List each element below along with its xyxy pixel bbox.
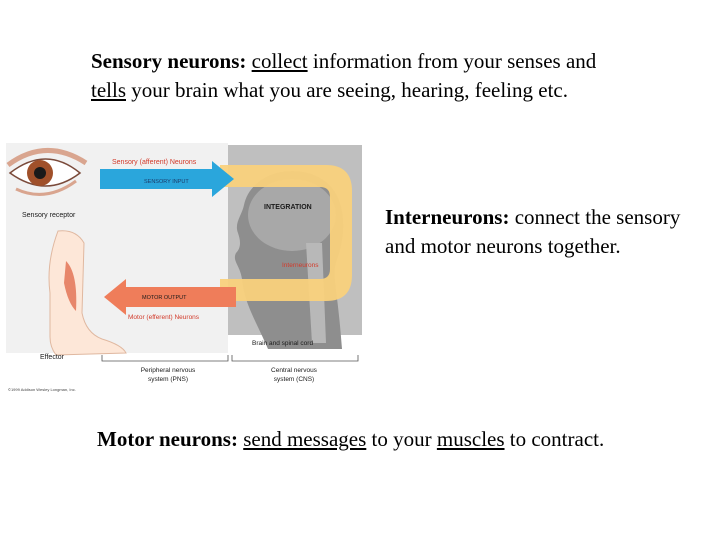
sensory-text-part: information from your senses and [307, 49, 597, 73]
cns-bracket [232, 355, 358, 361]
interneurons-term: Interneurons: [385, 205, 510, 229]
tells-word: tells [91, 78, 126, 102]
sensory-neurons-label: Sensory (afferent) Neurons [112, 159, 197, 166]
brain-shape [248, 179, 336, 251]
brain-spinal-cord-label: Brain and spinal cord [252, 340, 314, 347]
diagram-svg [6, 143, 364, 403]
pns-bracket [102, 355, 228, 361]
send-messages-words: send messages [243, 427, 367, 451]
sensory-neurons-description [91, 47, 611, 105]
pns-label-line2: system (PNS) [147, 376, 189, 383]
interneurons-description [385, 203, 705, 261]
cns-label-line2: system (CNS) [273, 376, 315, 383]
interneurons-text-part: connect the sensory and motor neurons together. [385, 205, 681, 258]
motor-neurons-label: Motor (efferent) Neurons [128, 314, 200, 321]
integration-label: INTEGRATION [264, 204, 312, 211]
motor-text-part: to your [366, 427, 437, 451]
sensory-text-part: your brain what you are seeing, hearing, feeling etc. [126, 78, 568, 102]
muscles-word: muscles [436, 427, 505, 451]
motor-neurons-term: Motor neurons: [97, 427, 238, 451]
motor-output-label: MOTOR OUTPUT [142, 295, 187, 301]
cns-label-line1: Central nervous [271, 367, 317, 374]
sensory-neurons-term: Sensory neurons: [91, 49, 247, 73]
effector-label: Effector [40, 354, 64, 361]
interneurons-label: Interneurons [282, 262, 319, 269]
sensory-input-label: SENSORY INPUT [144, 179, 189, 185]
motor-text-part: to contract. [504, 427, 605, 451]
nervous-system-diagram [6, 143, 364, 403]
pns-label-line1: Peripheral nervous [140, 367, 196, 374]
sensory-receptor-label: Sensory receptor [22, 212, 76, 219]
motor-neurons-description [97, 425, 657, 454]
copyright-label: ©1999 Addison Wesley Longman, Inc. [8, 387, 76, 392]
collect-word: collect [251, 49, 308, 73]
